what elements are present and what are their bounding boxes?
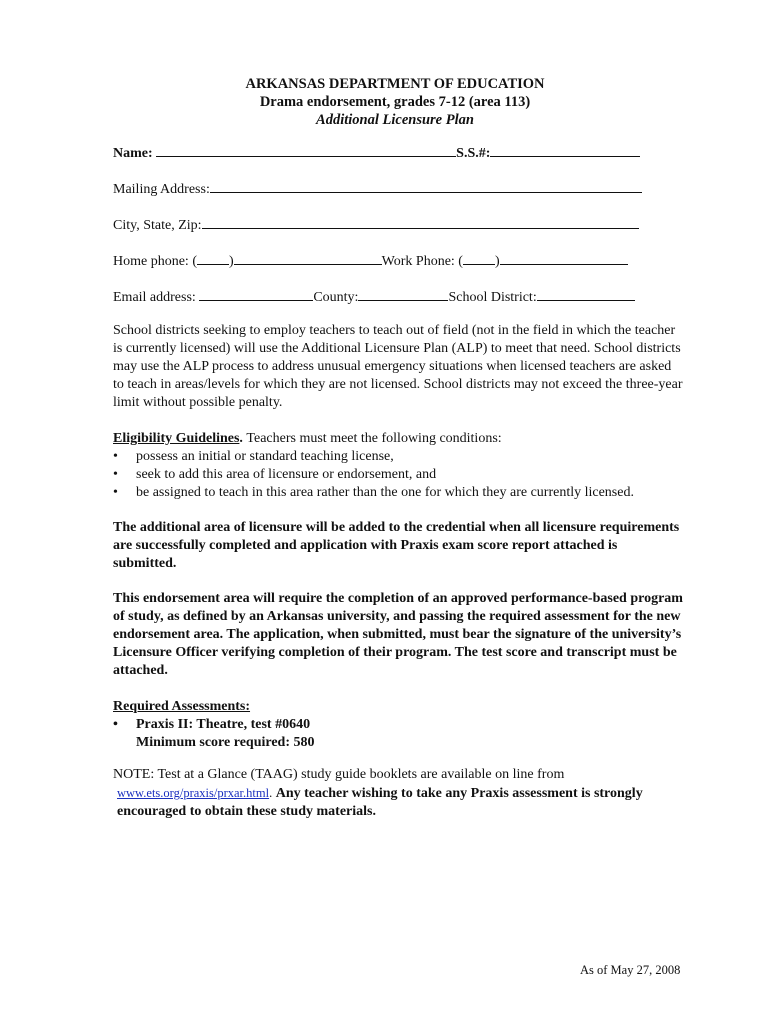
home-area-code-field[interactable] <box>197 252 229 265</box>
assessments-section <box>113 698 683 752</box>
city-row <box>113 216 639 234</box>
work-phone-field[interactable] <box>500 252 628 265</box>
name-field[interactable] <box>156 144 456 157</box>
eligibility-list <box>113 448 683 502</box>
work-phone-label: Work Phone: ( <box>381 254 463 269</box>
work-area-code-field[interactable] <box>463 252 495 265</box>
list-item: • seek to add this area of licensure or endorsement, and <box>113 466 683 484</box>
district-label: School District: <box>448 290 537 305</box>
county-field[interactable] <box>358 288 448 301</box>
city-field[interactable] <box>202 216 639 229</box>
revision-date: As of May 27, 2008 <box>580 963 681 977</box>
list-item <box>113 716 683 752</box>
additional-area-paragraph: The additional area of licensure will be added to the credential when all licensure requirements are successfully completed and application with Praxis exam score report attached is submitted. <box>113 520 680 571</box>
ets-praxis-link[interactable]: www.ets.org/praxis/prxar.html <box>117 786 270 800</box>
ss-field[interactable] <box>490 144 640 157</box>
eligibility-lead: Teachers must meet the following conditions: <box>246 431 502 446</box>
assessments-heading: Required Assessments: <box>113 699 251 714</box>
program-paragraph: This endorsement area will require the completion of an approved performance-based program of study, as defined by an Arkansas university, and passing the required assessment for the new endorsement area. The application, when submitted, must bear the signature of the university’s Licensure Officer verifying completion of their program. The test score and transcript must be attached. <box>113 591 683 678</box>
intro-paragraph: School districts seeking to employ teachers to teach out of field (not in the field in which the teacher is currently licensed) will use the Additional Licensure Plan (ALP) to meet that need. School districts may use the ALP process to address unusual emergency situations when licensed teachers are asked to teach in areas/levels for which they are not licensed. School districts may not exceed the three-year limit without possible penalty. <box>113 323 683 410</box>
name-row <box>113 144 640 162</box>
note-paragraph <box>113 766 713 821</box>
email-field[interactable] <box>199 288 313 301</box>
work-phone-paren: ) <box>494 254 500 269</box>
name-label: Name: <box>113 146 157 161</box>
home-phone-field[interactable] <box>234 252 382 265</box>
note-bold-line2: encouraged to obtain these study materials. <box>117 804 376 819</box>
plan-title: Additional Licensure Plan <box>316 112 474 128</box>
mailing-field[interactable] <box>210 180 642 193</box>
mailing-row <box>113 180 642 198</box>
home-phone-paren: ) <box>228 254 234 269</box>
email-row <box>113 288 635 306</box>
minimum-score-line: Minimum score required: 580 <box>136 735 315 750</box>
home-phone-label: Home phone: ( <box>113 254 197 269</box>
district-field[interactable] <box>537 288 635 301</box>
endorsement-title: Drama endorsement, grades 7-12 (area 113) <box>259 94 531 110</box>
department-title: ARKANSAS DEPARTMENT OF EDUCATION <box>245 76 545 92</box>
note-text: NOTE: Test at a Glance (TAAG) study guide booklets are available on line from <box>113 767 565 782</box>
link-suffix: . <box>269 786 273 800</box>
city-label: City, State, Zip: <box>113 218 202 233</box>
mailing-label: Mailing Address: <box>113 182 210 197</box>
eligibility-heading-suffix: . <box>239 431 247 446</box>
praxis-test-line: • Praxis II: Theatre, test #0640 <box>136 717 311 732</box>
county-label: County: <box>313 290 359 305</box>
ss-label: S.S.#: <box>456 146 491 161</box>
list-item: • be assigned to teach in this area rather than the one for which they are currently licensed. <box>113 484 683 502</box>
email-label: Email address: <box>113 290 200 305</box>
list-item: • possess an initial or standard teaching license, <box>113 448 683 466</box>
eligibility-section <box>113 430 683 502</box>
eligibility-heading: Eligibility Guidelines <box>113 431 240 446</box>
note-bold-line1: Any teacher wishing to take any Praxis assessment is strongly <box>275 786 643 801</box>
phone-row <box>113 252 628 270</box>
